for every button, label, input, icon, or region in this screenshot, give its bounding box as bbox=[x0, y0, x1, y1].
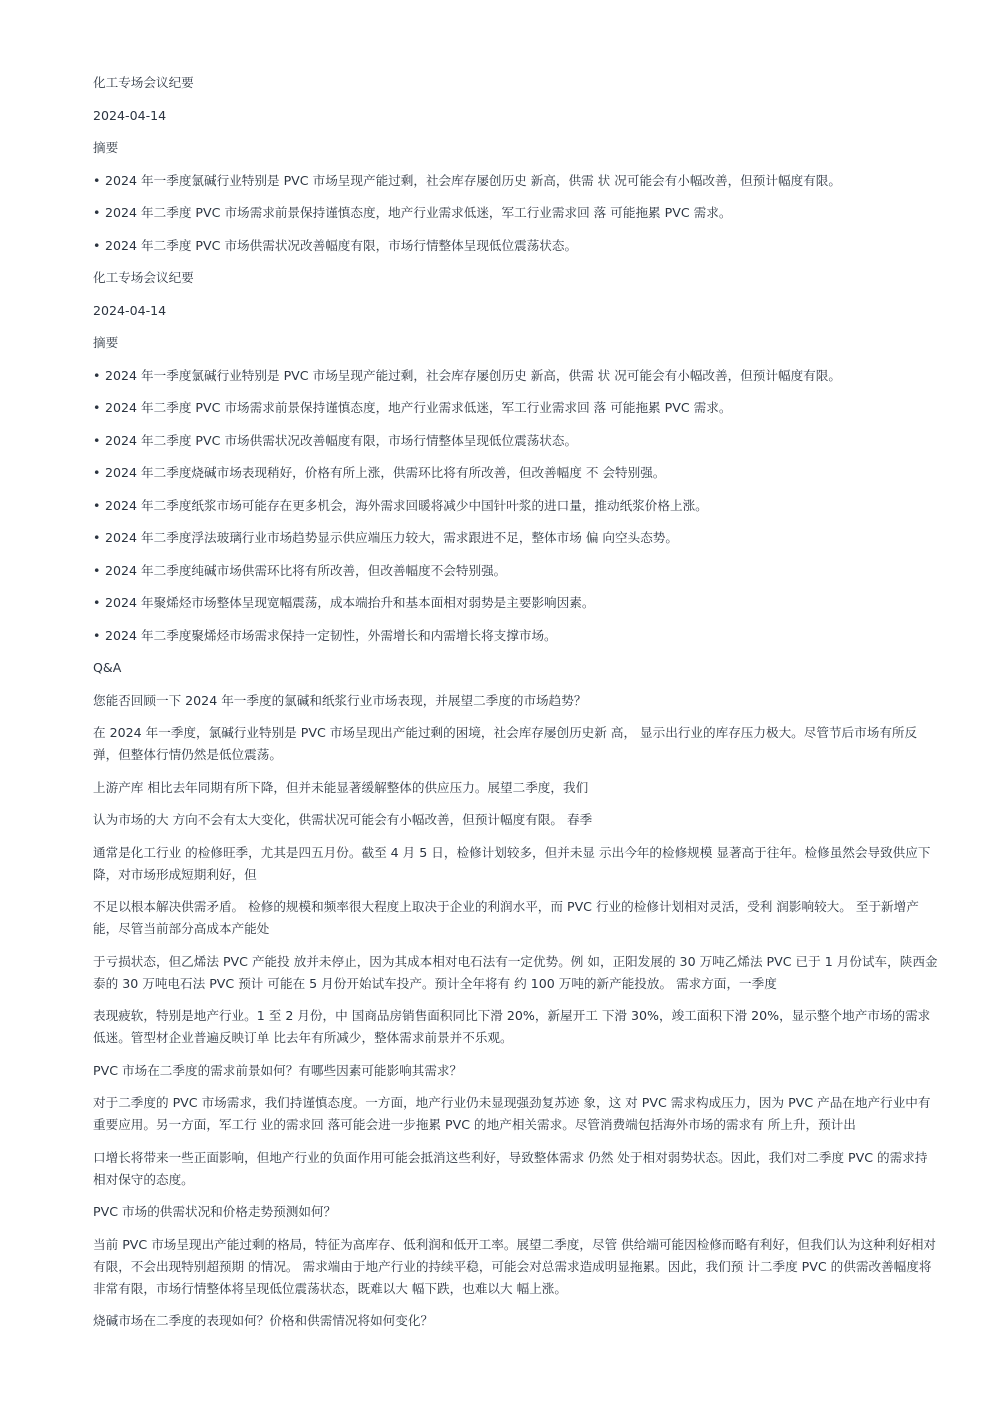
summary-bullet: • 2024 年二季度纯碱市场供需环比将有所改善，但改善幅度不会特别强。 bbox=[93, 562, 507, 578]
summary-label: 摘要 bbox=[93, 335, 119, 350]
doc-title: 化工专场会议纪要 bbox=[93, 270, 194, 285]
doc-date: 2024-04-14 bbox=[93, 302, 167, 318]
summary-bullet: • 2024 年一季度氯碱行业特别是 PVC 市场呈现产能过剩，社会库存屡创历史 新高，供需 状 况可能会有小幅改善，但预计幅度有限。 bbox=[93, 367, 841, 383]
summary-bullet: • 2024 年二季度 PVC 市场需求前景保持谨慎态度，地产行业需求低迷，军工行业需求回 落 可能拖累 PVC 需求。 bbox=[93, 400, 732, 415]
answer-paragraph: 通常是化工行业 的检修旺季，尤其是四五月份。截至 4 月 5 日，检修计划较多，但并未显 示出今年的检修规模 显著高于往年。检修虽然会导致供应下降，对市场形成短期利好，但 bbox=[93, 844, 931, 882]
answer-paragraph: 认为市场的大 方向不会有太大变化，供需状况可能会有小幅改善，但预计幅度有限。 春季 bbox=[93, 812, 593, 827]
summary-bullet: • 2024 年一季度氯碱行业特别是 PVC 市场呈现产能过剩，社会库存屡创历史 新高，供需 状 况可能会有小幅改善，但预计幅度有限。 bbox=[93, 172, 841, 188]
summary-bullet: • 2024 年二季度纸浆市场可能存在更多机会，海外需求回暖将减少中国针叶浆的进口量，推动纸浆价格上涨。 bbox=[93, 497, 708, 513]
question: 烧碱市场在二季度的表现如何？价格和供需情况将如何变化？ bbox=[93, 1313, 434, 1328]
summary-bullet: • 2024 年二季度聚烯烃市场需求保持一定韧性，外需增长和内需增长将支撑市场。 bbox=[93, 627, 557, 643]
answer-paragraph: 上游产库 相比去年同期有所下降，但并未能显著缓解整体的供应压力。展望二季度，我们 bbox=[93, 779, 589, 795]
summary-bullet: • 2024 年二季度 PVC 市场供需状况改善幅度有限，市场行情整体呈现低位震荡状态。 bbox=[93, 432, 578, 448]
answer-paragraph: 口增长将带来一些正面影响，但地产行业的负面作用可能会抵消这些利好，导致整体需求 仍然 处于相对弱势状态。因此，我们对二季度 PVC 的需求持相对保守的态度。 bbox=[93, 1149, 928, 1187]
summary-bullet: • 2024 年二季度烧碱市场表现稍好，价格有所上涨，供需环比将有所改善，但改善幅度 不 会特别强。 bbox=[93, 465, 666, 480]
summary-bullet: • 2024 年二季度 PVC 市场需求前景保持谨慎态度，地产行业需求低迷，军工行业需求回 落 可能拖累 PVC 需求。 bbox=[93, 205, 732, 220]
doc-date: 2024-04-14 bbox=[93, 107, 167, 123]
question: PVC 市场在二季度的需求前景如何？有哪些因素可能影响其需求？ bbox=[93, 1062, 463, 1078]
answer-paragraph: 对于二季度的 PVC 市场需求，我们持谨慎态度。一方面，地产行业仍未显现强劲复苏迹 象，这 对 PVC 需求构成压力，因为 PVC 产品在地产行业中有重要应用。另一方面，军工行 业的需求回 落可能会进一步拖累 PVC 的地产相关需求。尽管消费端包括海外市场的需求有 所上升，预计出 bbox=[93, 1095, 931, 1132]
answer-paragraph: 不足以根本解决供需矛盾。 检修的规模和频率很大程度上取决于企业的利润水平，而 PVC 行业的检修计划相对灵活，受利 润影响较大。 至于新增产能，尽管当前部分高成本产能处 bbox=[93, 899, 919, 936]
summary-bullet: • 2024 年二季度 PVC 市场供需状况改善幅度有限，市场行情整体呈现低位震荡状态。 bbox=[93, 237, 578, 253]
doc-title: 化工专场会议纪要 bbox=[93, 75, 194, 90]
answer-paragraph: 于亏损状态，但乙烯法 PVC 产能投 放并未停止，因为其成本相对电石法有一定优势。例 如，正阳发展的 30 万吨乙烯法 PVC 已于 1 月份试车，陕西金泰的 30 万吨电石法 PVC 预计 可能在 5 月份开始试车投产。预计全年将有 约 100 万吨的新产能投放。 需求方面，一季度 bbox=[93, 953, 938, 991]
summary-bullet: • 2024 年二季度浮法玻璃行业市场趋势显示供应端压力较大，需求跟进不足，整体市场 偏 向空头态势。 bbox=[93, 530, 678, 545]
answer-paragraph: 表现疲软，特别是地产行业。1 至 2 月份，中 国商品房销售面积同比下滑 20%，新屋开工 下滑 30%，竣工面积下滑 20%，显示整个地产市场的需求低迷。管型材企业普遍反映订单 比去年有所减少，整体需求前景并不乐观。 bbox=[93, 1008, 931, 1045]
summary-label: 摘要 bbox=[93, 140, 119, 155]
summary-bullet: • 2024 年聚烯烃市场整体呈现宽幅震荡，成本端抬升和基本面相对弱势是主要影响因素。 bbox=[93, 595, 595, 610]
answer-paragraph: 在 2024 年一季度，氯碱行业特别是 PVC 市场呈现出产能过剩的困境，社会库存屡创历史新 高， 显示出行业的库存压力极大。尽管节后市场有所反弹，但整体行情仍然是低位震荡。 bbox=[93, 725, 918, 762]
question: 您能否回顾一下 2024 年一季度的氯碱和纸浆行业市场表现，并展望二季度的市场趋势？ bbox=[93, 692, 587, 708]
question: PVC 市场的供需状况和价格走势预测如何？ bbox=[93, 1204, 337, 1219]
answer-paragraph: 当前 PVC 市场呈现出产能过剩的格局，特征为高库存、低利润和低开工率。展望二季度，尽管 供给端可能因检修而略有利好，但我们认为这种利好相对有限，不会出现特别超预期 的情况。 需求端由于地产行业的持续平稳，可能会对总需求造成明显拖累。因此，我们预 计二季度 PVC 的供需改善幅度将非常有限，市场行情整体将呈现低位震荡状态，既难以大 幅下跌，也难以大 幅上涨。 bbox=[93, 1236, 937, 1296]
qa-label: Q&A bbox=[93, 660, 122, 675]
